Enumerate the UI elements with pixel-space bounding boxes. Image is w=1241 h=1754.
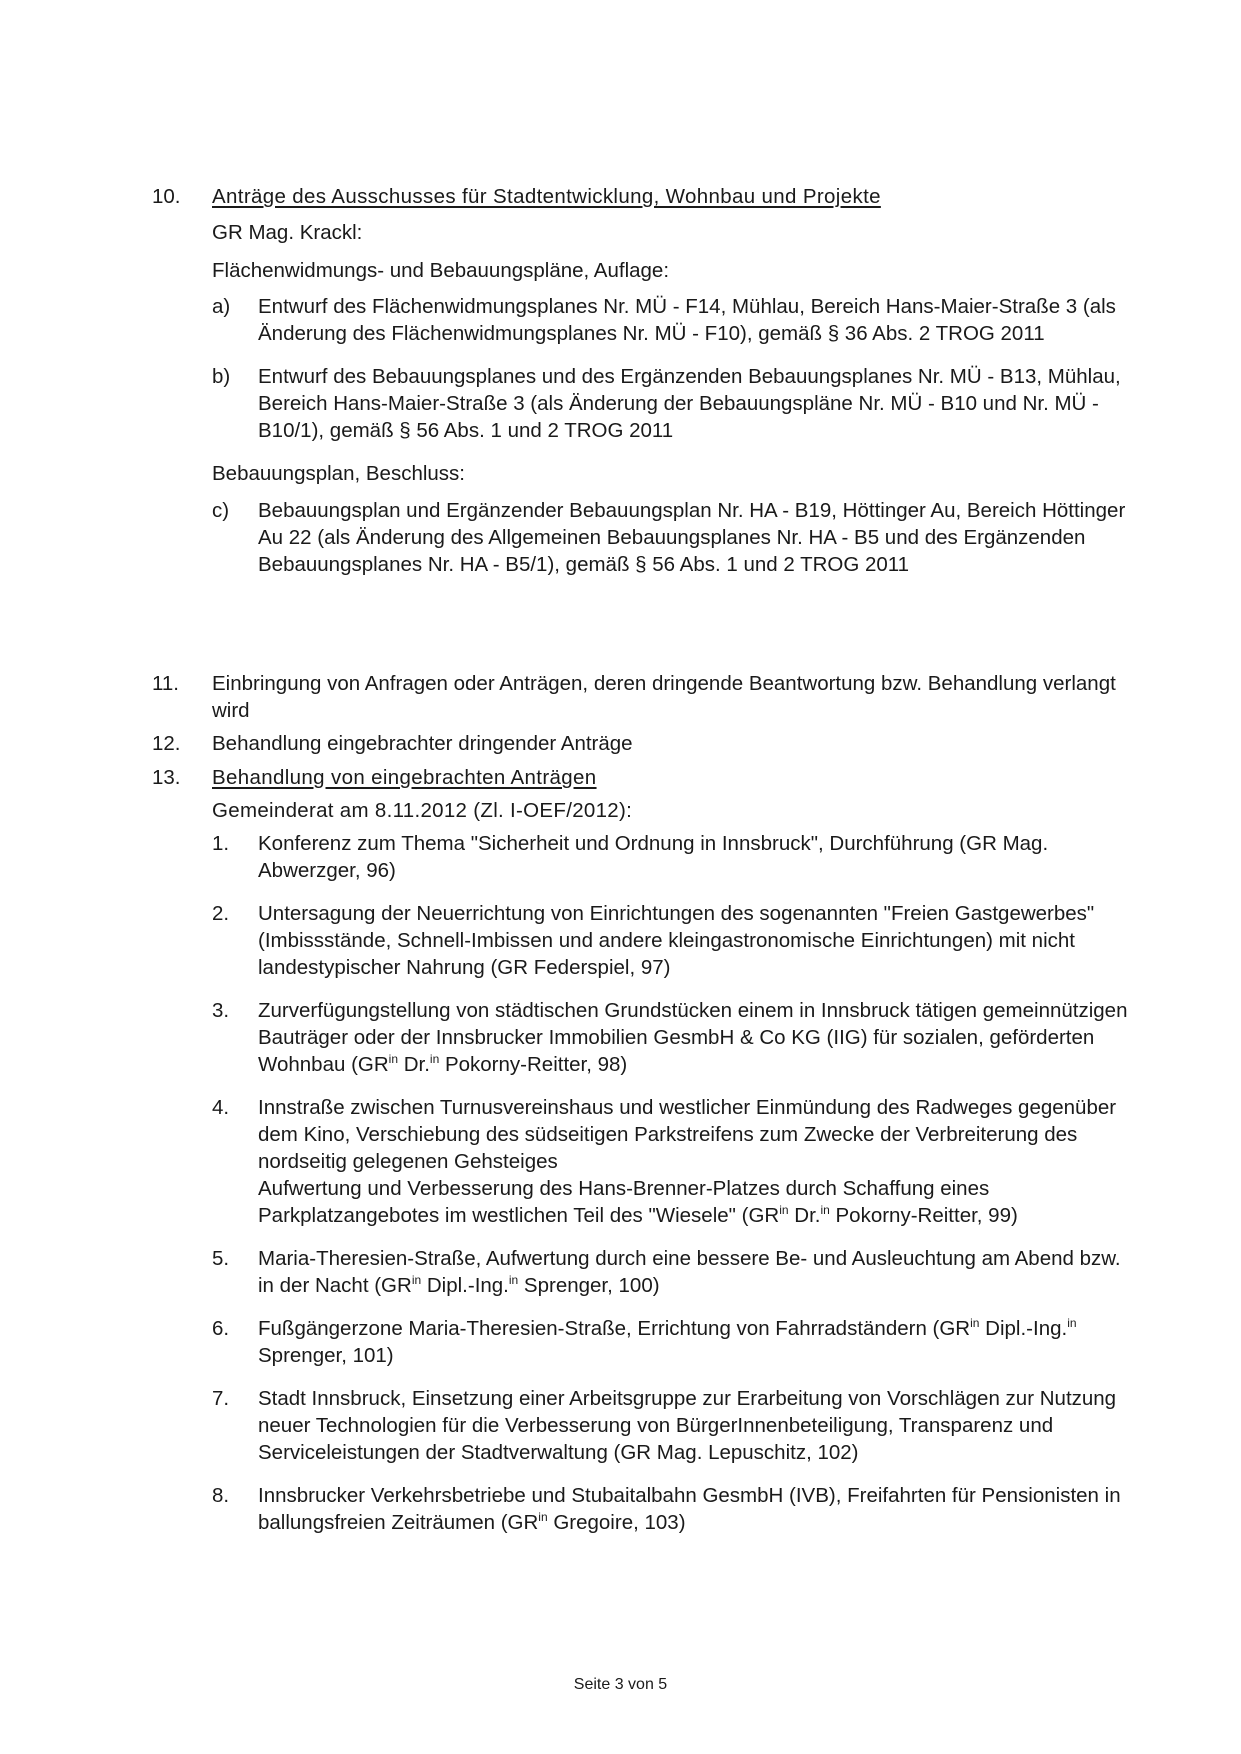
superscript: in [411,1273,422,1287]
section-10 [152,183,1142,594]
section-title: Anträge des Ausschusses für Stadtentwicklung, Wohnbau und Projekte [212,185,881,208]
list-item-number: 6. [212,1317,230,1340]
list-item-number: 3. [212,999,230,1022]
list-item-number: 1. [212,832,230,855]
superscript: in [779,1203,789,1217]
section-11 [152,670,1142,724]
superscript: in [388,1052,399,1066]
list-item-number: 2. [212,902,230,925]
section-subtitle: Gemeinderat am 8.11.2012 (Zl. I-OEF/2012): [212,799,633,822]
list-item-text: Dr. [788,1204,821,1227]
section-text: Einbringung von Anfragen oder Anträgen, deren dringende Beantwortung bzw. Behandlung verlangt wird [212,672,1116,722]
list-item-text: Sprenger, 101) [258,1344,394,1367]
superscript: in [538,1510,548,1524]
list-item-text: Fußgängerzone Maria-Theresien-Straße, Errichtung von Fahrradständern (GR [258,1317,971,1340]
list-item [212,1245,1142,1299]
list-item-text: Pokorny-Reitter, 99) [829,1204,1018,1227]
page-footer: Seite 3 von 5 [573,1676,668,1693]
sub-item-label: c) [212,499,230,522]
list-item-number: 7. [212,1387,230,1410]
list-item-number: 5. [212,1247,230,1270]
list-item-text: Gregoire, 103) [547,1511,686,1534]
list-item-text: Innsbrucker Verkehrsbetriebe und Stubaitalbahn GesmbH (IVB), Freifahrten für Pensionisten in ballungsfreien Zeiträumen (GR [258,1484,1121,1534]
superscript: in [508,1273,519,1287]
superscript: in [429,1052,440,1066]
group-heading: Flächenwidmungs- und Bebauungspläne, Auflage: [212,259,670,282]
list-item [212,1482,1142,1536]
list-item-text: Dr. [398,1053,430,1076]
list-item [212,1315,1142,1369]
sub-item-label: a) [212,295,231,318]
superscript: in [970,1316,980,1330]
list-item-text: Konferenz zum Thema "Sicherheit und Ordnung in Innsbruck", Durchführung (GR Mag. Abwerzger, 96) [258,832,1049,882]
superscript: in [1067,1316,1077,1330]
list-item-text: Untersagung der Neuerrichtung von Einrichtungen des sogenannten "Freien Gastgewerbes" (Imbissstände, Schnell-Imbissen und andere kleingastronomische Einrichtungen) mit nicht landestypischer Nahrung (GR Federspiel, 97) [258,902,1095,979]
list-item [212,900,1142,981]
list-item-number: 4. [212,1096,230,1119]
speaker: GR Mag. Krackl: [212,221,363,244]
sub-item-text: Bebauungsplan und Ergänzender Bebauungsplan Nr. HA - B19, Höttinger Au, Bereich Höttinger Au 22 (als Änderung des Allgemeinen Bebauungsplanes Nr. HA - B5 und des Ergänzenden Bebauungsplanes Nr. HA - B5/1), gemäß § 56 Abs. 1 und 2 TROG 2011 [258,499,1126,576]
list-item-text: Dipl.-Ing. [979,1317,1068,1340]
list-item [212,1385,1142,1466]
list-item-text: Zurverfügungstellung von städtischen Grundstücken einem in Innsbruck tätigen gemeinnützigen Bauträger oder der Innsbrucker Immobilien GesmbH & Co KG (IIG) für sozialen, geförderten Wohnbau (GR [258,999,1128,1076]
list-item [212,830,1142,884]
sub-item-b [212,363,1142,444]
section-number: 13. [152,766,181,789]
superscript: in [820,1203,830,1217]
list-item-text: Pokorny-Reitter, 98) [439,1053,628,1076]
sub-item-label: b) [212,365,231,388]
list-item-text: Stadt Innsbruck, Einsetzung einer Arbeitsgruppe zur Erarbeitung von Vorschlägen zur Nutzung neuer Technologien für die Verbesserung von BürgerInnenbeteiligung, Transparenz und Serviceleistungen der Stadtverwaltung (GR Mag. Lepuschitz, 102) [258,1387,1117,1464]
section-text: Behandlung eingebrachter dringender Anträge [212,732,633,755]
sub-item-a [212,293,1142,347]
list-item-number: 8. [212,1484,230,1507]
section-13 [152,764,1142,1552]
sub-item-text: Entwurf des Bebauungsplanes und des Ergänzenden Bebauungsplanes Nr. MÜ - B13, Mühlau, Bereich Hans-Maier-Straße 3 (als Änderung der Bebauungspläne Nr. MÜ - B10 und Nr. MÜ - B10/1), gemäß § 56 Abs. 1 und 2 TROG 2011 [258,365,1121,442]
list-item-text: Innstraße zwischen Turnusvereinshaus und westlicher Einmündung des Radweges gegenüber dem Kino, Verschiebung des südseitigen Parkstreifens zum Zwecke der Verbreiterung des nordseitig gelegenen Gehsteiges [258,1096,1117,1173]
section-number: 11. [152,672,179,695]
section-number: 10. [152,185,181,208]
section-title: Behandlung von eingebrachten Anträgen [212,766,597,789]
sub-item-c [212,497,1142,578]
list-item-text: Dipl.-Ing. [421,1274,509,1297]
section-number: 12. [152,732,181,755]
list-item-text: Sprenger, 100) [518,1274,660,1297]
sub-item-text: Entwurf des Flächenwidmungsplanes Nr. MÜ - F14, Mühlau, Bereich Hans-Maier-Straße 3 (als Änderung des Flächenwidmungsplanes Nr. MÜ - F10), gemäß § 36 Abs. 2 TROG 2011 [258,295,1116,345]
list-item [212,997,1142,1078]
list-item-text: Maria-Theresien-Straße, Aufwertung durch eine bessere Be- und Ausleuchtung am Abend bzw. in der Nacht (GR [258,1247,1121,1297]
group-heading: Bebauungsplan, Beschluss: [212,462,466,485]
section-12 [152,730,1142,757]
list-item-text: Aufwertung und Verbesserung des Hans-Brenner-Platzes durch Schaffung eines Parkplatzangebotes im westlichen Teil des "Wiesele" (GR [258,1177,990,1227]
list-item [212,1094,1142,1229]
